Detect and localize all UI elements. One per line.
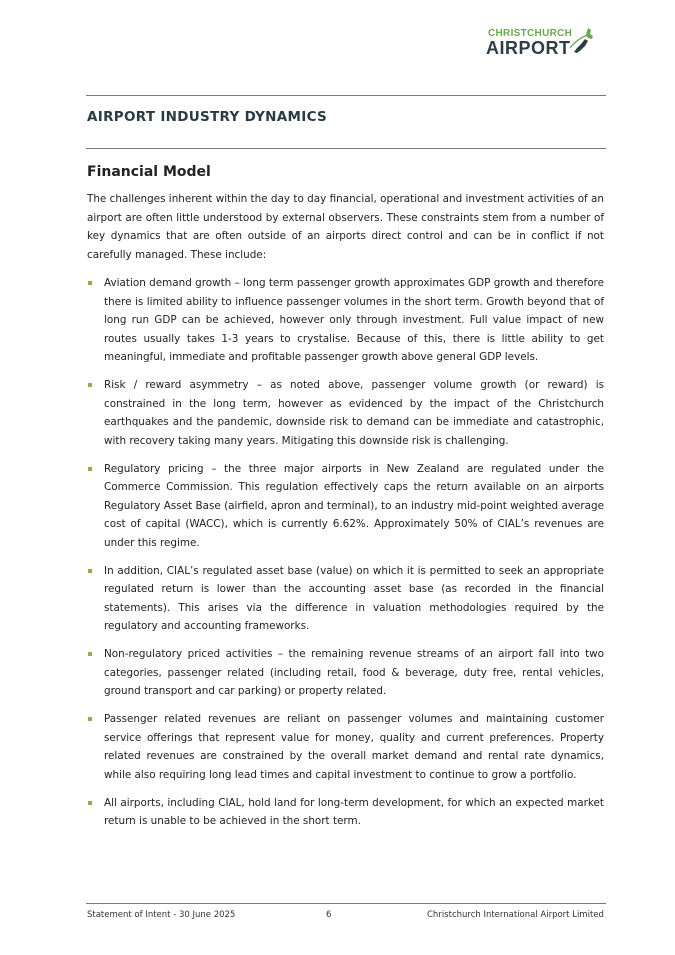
financial-model-heading: Financial Model <box>87 164 211 180</box>
list-item <box>87 710 604 784</box>
bullet-square-icon <box>88 717 92 721</box>
list-item <box>87 645 604 701</box>
list-item-text: Regulatory pricing – the three major airports in New Zealand are regulated under the Commerce Commission. This regulation effectively caps the return available on an airports Regulatory Asset Base (airfield, apron and terminal), to an industry mid-point weighted average cost of capital (WACC), which is currently 6.62%. Approximately 50% of CIAL’s revenues are under this regime. <box>104 462 604 549</box>
bullet-square-icon <box>88 281 92 285</box>
list-item <box>87 794 604 831</box>
footer-rule <box>86 903 606 904</box>
list-item-text: Aviation demand growth – long term passenger growth approximates GDP growth and therefore there is limited ability to influence passenger volumes in the short term. Growth beyond that of long run GDP can be achieved, however only through investment. Full value impact of new routes usually takes 1-3 years to crystalise. Because of this, there is little ability to get meaningful, immediate and profitable passenger growth above general GDP levels. <box>104 277 604 363</box>
bullet-square-icon <box>88 652 92 656</box>
bullet-square-icon <box>88 801 92 805</box>
header-rule-top <box>86 95 606 96</box>
logo-text-top: CHRISTCHURCH <box>488 28 573 39</box>
body-content <box>87 190 604 840</box>
bullet-square-icon <box>88 383 92 387</box>
list-item <box>87 562 604 636</box>
list-item-text: Non-regulatory priced activities – the remaining revenue streams of an airport fall into two categories, passenger related (including retail, food & beverage, duty free, rental vehicles, ground transport and car parking) or property related. <box>104 648 604 697</box>
dynamics-list <box>87 274 604 831</box>
list-item-text: Risk / reward asymmetry – as noted above, passenger volume growth (or reward) is constrained in the long term, however as evidenced by the impact of the Christchurch earthquakes and the pandemic, downside risk to demand can be immediate and catastrophic, with recovery taking many years. Mitigating this downside risk is challenging. <box>104 379 604 447</box>
list-item <box>87 274 604 367</box>
list-item <box>87 376 604 450</box>
new-zealand-map-icon <box>568 26 598 60</box>
footer-document-title: Statement of Intent - 30 June 2025 <box>87 910 236 920</box>
section-title: AIRPORT INDUSTRY DYNAMICS <box>87 109 328 125</box>
header-rule-bottom <box>86 148 606 149</box>
bullet-square-icon <box>88 467 92 471</box>
list-item-text: All airports, including CIAL, hold land for long-term development, for which an expected market return is unable to be achieved in the short term. <box>104 796 604 827</box>
footer-company-name: Christchurch International Airport Limited <box>427 910 604 920</box>
footer-page-number: 6 <box>326 910 332 920</box>
bullet-square-icon <box>88 569 92 573</box>
list-item-text: Passenger related revenues are reliant on passenger volumes and maintaining customer service offerings that represent value for money, quality and current preferences. Property related revenues are constrained by the overall market demand and rental rate dynamics, while also requiring long lead times and capital investment to continue to grow a portfolio. <box>104 713 604 781</box>
list-item <box>87 460 604 553</box>
list-item-text: In addition, CIAL’s regulated asset base (value) on which it is permitted to seek an appropriate regulated return is lower than the accounting asset base (as recorded in the financial statements). This arises via the difference in valuation methodologies required by the regulatory and accounting frameworks. <box>104 564 604 632</box>
intro-paragraph: The challenges inherent within the day to day financial, operational and investment activities of an airport are often little understood by external observers. These constraints stem from a number of key dynamics that are often outside of an airports direct control and can be in conflict if not carefully managed. These include: <box>87 193 604 261</box>
logo-text-bottom: AIRPORT <box>486 38 571 58</box>
christchurch-airport-logo <box>486 26 598 60</box>
